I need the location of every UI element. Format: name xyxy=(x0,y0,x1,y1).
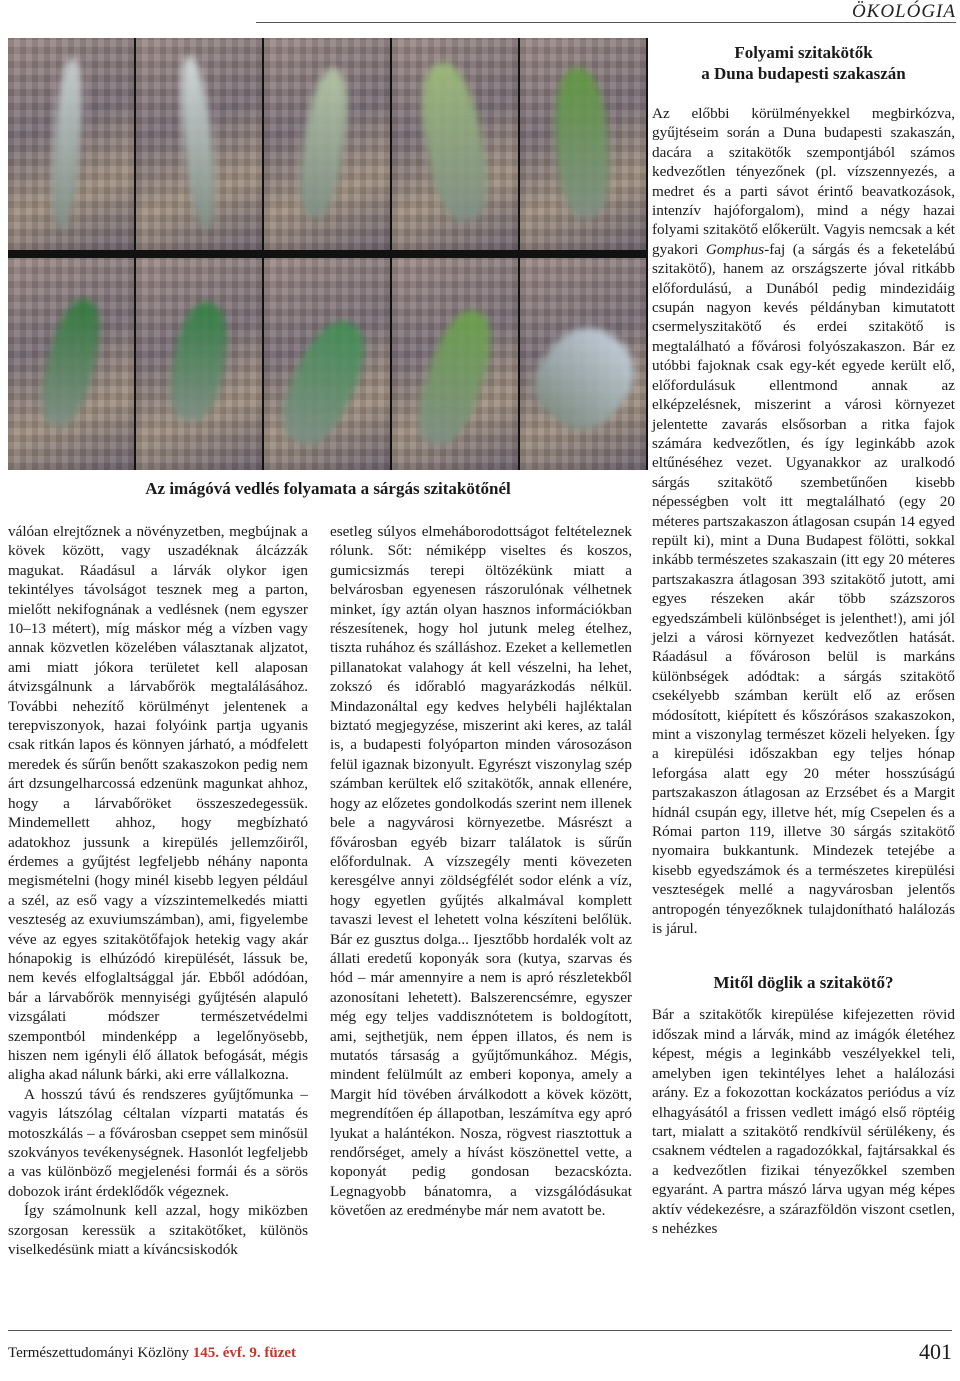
photo-10 xyxy=(520,258,646,470)
text-column-3 xyxy=(652,104,955,1238)
dragonfly-larva xyxy=(408,303,503,453)
dragonfly-larva xyxy=(520,311,646,445)
col3-paragraph: Bár a szitakötők kirepülése kifejezetten rövid időszak mind a lárvák, mind az imágók életéhez képest, mégis a leginkább veszélyekkel teli, amelyben igen tekintélyes lehet a halálozási arány. Ez a fokozottan kockázatos periódus a víz elhagyásától a frissen vedlett imágó első röptéig tart, mialatt a szitakötő rendkívül sérülékeny, és csaknem védtelen a ragadozókkal, fajtársakkal és a kedvezőtlen fizikai tényezőkkel szemben egyaránt. A partra mászó lárva ugyan még képes aktív védekezésre, a szárazföldön viszont csetlen, s nehézkes xyxy=(652,1006,955,1237)
photo-4 xyxy=(392,38,518,250)
issue-number: 145. évf. 9. füzet xyxy=(192,1345,297,1361)
text-column-1 xyxy=(8,522,308,1259)
dragonfly-larva xyxy=(413,58,496,225)
dragonfly-larva xyxy=(270,311,378,454)
photo-1 xyxy=(8,38,134,250)
journal-name: Természettudományi Közlöny xyxy=(8,1345,189,1361)
photo-grid xyxy=(8,38,648,470)
photo-8 xyxy=(264,258,390,470)
col1-paragraph: válóan elrejtőznek a növényzetben, megbújnak a kövek között, vagy uszadéknak álcázzák magukat. Ráadásul a lárvák olykor igen tekintélyes távolságot tesznek meg a parton, mielőtt nekifognának a vedlésnek (nem egyszer 10–13 métert), míg máskor még a vízben vagy annak közvetlen közelében választanak aljzatot, ami miatt jókora területet kell alaposan átvizsgálnunk a lárvabőrök megtalálásához. További nehezítő körülményt jelentenek a terepviszonyok, hazai folyóink partja ugyanis csak ritkán lapos és könnyen járható, a módfelett meredek és sűrűn benőtt szakaszokon pedig nem árt dzsungelharcossá edzenünk magunkat ahhoz, hogy a lárvabőröket összeszedegessük. Mindemellett ahhoz, hogy megbízható adatokhoz jussunk a kirepülés jellemzőiről, érdemes a gyűjtést legfeljebb néhány naponta megismételni (hogy minél kisebb legyen például a szél, az eső vagy a vízszintemelkedés miatti veszteség az exuviumszámban), ami, figyelembe véve az egyes szitakötőfajok hetekig vagy akár hónapokig is elhúzódó kirepülését, lássuk be, nem kevés elfoglaltsággal jár. Ebből adódóan, bár a lárvabőrök mennyiségi gyűjtésén alapuló vizsgálati módszer természetvédelmi szempontból mindenképp a legelőnyösebb, hiszen nem igényli élő állatok befogását, mégis aligha akad nálunk bárki, aki erre vállalkozna. xyxy=(8,523,308,1084)
dragonfly-larva xyxy=(175,55,221,229)
figure-caption: Az imágóvá vedlés folyamata a sárgás szitakötőnél xyxy=(145,479,511,498)
photo-6 xyxy=(8,258,134,470)
dragonfly-larva xyxy=(551,66,613,219)
col2-paragraph: esetleg súlyos elmeháborodottságot feltételeznek rólunk. Sőt: némiképp viseltes és koszos, gumicsizmás terepi öltözékünk miatt a belvárosban egyenesen rászorulónak vélhetnek minket, így aztán olyan hasznos információkban részesítenek, hogy hol jutunk meleg ételhez, tiszta ruhához és szálláshoz. Ezeket a kellemetlen pillanatokat valahogy át kell vészelni, ha lehet, zokszó és időrabló magyarázkodás nélkül. Mindazonáltal egy kedves helybéli hajléktalan biztató megjegyzése, miszerint aki keres, az talál is, a budapesti folyóparton minden városozáson felül igaznak bizonyult. Egyrészt viszonylag szép számban kerültek elő szitakötők, annak ellenére, hogy az előzetes gondolkodás szerint nem illenek bele a nagyvárosi környezetbe. Másrészt a fővárosban egyéb bizarr találatok is sűrűn előfordulnak. A vízszegély menti kövezeten keresgélve annyi zöldségfélét sodor elénk a víz, hogy egyetlen gyűjtés alkalmával komplett tavaszi levest el lehetett volna készíteni belőlük. Bár ez gusztus dolga... Ijesztőbb hordalék volt az állati eredetű koponyák sora (kutya, szarvas és hód – már amennyire a nem is apró részletekből azonosítani lehetett). Balszerencsémre, egyszer még egy teljes vaddisznótetem is boldogított, ami, sejthetjük, nem éppen illatos, és nem is mutatós társaság a gyűjtőmunkához. Mégis, mindent felülmúlt az emberi koponya, amely a Margit híd tövében árválkodott a kövek között, megrendítően ép állapotban, leszámítva egy apró lyukat a halántékon. Noszа, rögvest riasztottuk a rendőrséget, amely a hívást köszönettel vette, a koponyát pedig gondosan bezacskózta. Legnagyobb bánatomra, a vizsgálódásukat követően az eredménybe már nem avatott be. xyxy=(330,523,632,1220)
section-tag: ÖKOLÓGIA xyxy=(256,0,956,23)
dragonfly-larva xyxy=(294,66,354,220)
col1-paragraph: Így számolnunk kell azzal, hogy miközben szorgosan keressük a szitakötőket, különös viselkedésünk miatt a kíváncsiskodók xyxy=(8,1202,308,1259)
footer-journal xyxy=(8,1345,296,1362)
col3-paragraph: Az előbbi körülményekkel megbirkózva, gyűjtéseim során a Duna budapesti szakaszán, dacára a szitakötők szempontjából számos kedvezőtlen tényezőnek (pl. vízszennyezés, a medret és a parti sávot érintő beavatkozások, intenzív hajóforgalom), mind a négy hazai folyami szitakötő előkerült. Vagyis nemcsak a két gyakori Gomphus-faj (a sárgás és a feketelábú szitakötő), hanem az országszerte jóval ritkább előfordulású, a Dunából pedig mindezidáig csupán nagyon kevés példányban kimutatott csermelyszitakötő és erdei szitakötő is megtalálható a fővárosi folyószakaszon. Bár ez utóbbi fajoknak csak egy-két egyede került elő, előfordulásuk ellentmond annak az elképzelésnek, miszerint a városi környezet jelentette zavarás elsősorban a ritka fajok számára kedvezőtlen, és így leginkább azok eltűnéséhez vezet. Ugyanakkor az uralkodó sárgás szitakötő szembetűnően kisebb népességben volt itt megtalálható (egy 20 méteres partszakaszon átlagosan csupán 14 egyed repült ki), mint a Duna Budapest fölötti, sokkal inkább természetes szakaszain (itt egy 20 méteres partszakaszra átlagosan 393 szitakötő jutott, ami egyes részeken akár több százszoros egyedszámbeli különbséget is jelenthet!), ami jól jelzi a városi környezet kedvezőtlen hatását. Ráadásul a fővároson belül is markáns különbségek adódtak: a sárgás szitakötő csekélyebb számban került elő az erősen módosított, kiépített és kőszórásos szakaszokon, mint a viszonylag természet közeli helyeken. Így a kirepülési időszakban egy teljes hónap leforgása alatt egy 20 méter hosszúságú partszakaszon átlagosan az Erzsébet és a Margit hídnál csupán egy, illetve hét, míg Csepelen és a Római parton 119, illetve 30 sárgás szitakötő nyomaira bukkantunk. Mindezek tetejébe a kisebb egyedszámok és a természetes kirepülési veszteségek mellé a nagyvárosban jelentős antropogén tényezőknek tulajdonítható halálozás is járul. xyxy=(652,105,955,938)
col1-paragraph: A hosszú távú és rendszeres gyűjtőmunka – vagyis látszólag céltalan vízparti matatás és motoszkálás – a fővárosban cseppet sem minősül szokványos tevékenységnek. Hasonlót legfeljebb a vas különböző megjelenési formái és a sörös dobozok iránt érdeklődők végeznek. xyxy=(8,1085,308,1200)
photo-3 xyxy=(264,38,390,250)
photo-9 xyxy=(392,258,518,470)
page-number: 401 xyxy=(919,1339,952,1364)
dragonfly-larva xyxy=(164,299,234,426)
photo-5 xyxy=(520,38,646,250)
photo-7 xyxy=(136,258,262,470)
section-heading: Folyami szitakötők a Duna budapesti szakaszán xyxy=(701,43,906,83)
subsection-heading: Mitől döglik a szitakötő? xyxy=(713,973,894,993)
page-footer xyxy=(8,1330,952,1375)
dragonfly-larva xyxy=(48,57,86,228)
text-column-2 xyxy=(330,522,632,1221)
photo-2 xyxy=(136,38,262,250)
dragonfly-larva xyxy=(33,294,109,431)
